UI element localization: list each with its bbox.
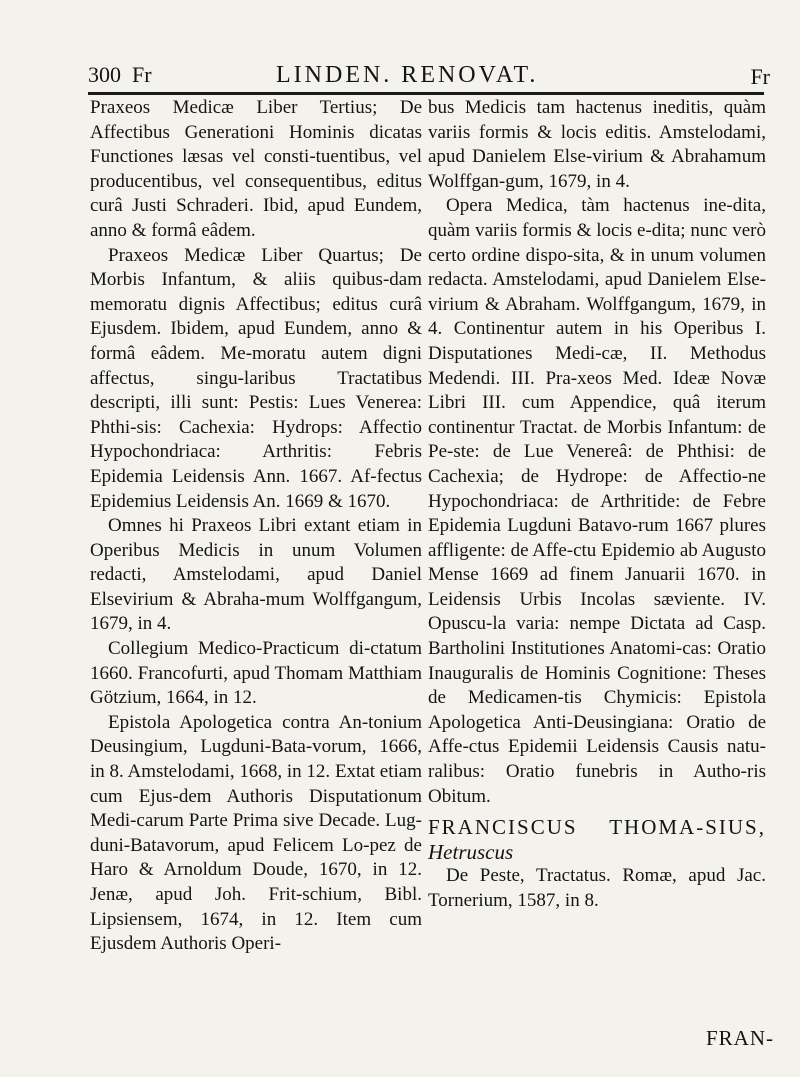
work-entry: De Peste, Tractatus. Romæ, apud Jac. Tornerium, 1587, in 8. — [428, 865, 766, 911]
author-origin: Hetruscus — [428, 839, 514, 864]
paragraph: Omnes hi Praxeos Libri extant etiam in Operibus Medicis in unum Volumen redacti, Amstelodami, apud Daniel Elsevirium & Abraha-mum Wolffgangum, 1679, in 4. — [90, 515, 422, 635]
header-rule — [88, 92, 764, 95]
running-title: LINDEN. RENOVAT. — [276, 62, 539, 88]
paragraph: Epistola Apologetica contra An-tonium Deusingium, Lugduni-Bata-vorum, 1666, in 8. Amstelodami, 1668, in 12. Extat etiam cum Ejus-dem Authoris Disputationum Medi-carum Parte Prima sive Decade. Lug-duni-Batavorum, apud Felicem Lo-pez de Haro & Arnoldum Doude, 1670, in 12. Jenæ, apud Joh. Frit-schium, Bibl. Lipsiensem, 1674, in 12. Item cum Ejusdem Authoris Operi- — [90, 711, 422, 955]
paragraph: Praxeos Medicæ Liber Tertius; De Affectibus Generationi Hominis dicatas Functiones læsas vel consti-tuentibus, vel producentibus, vel consequentibus, editus curâ Justi Schraderi. Ibid, apud Eundem, anno & formâ eâdem. — [90, 97, 422, 241]
left-column — [90, 96, 422, 957]
paragraph: Collegium Medico-Practicum di-ctatum 1660. Francofurti, apud Thomam Matthiam Götzium, 1664, in 12. — [90, 638, 422, 709]
author-name: FRANCISCUS THOMA-SIUS, — [428, 815, 766, 840]
paragraph: Praxeos Medicæ Liber Quartus; De Morbis Infantum, & aliis quibus-dam memoratu dignis Affectibus; editus curâ Ejusdem. Ibidem, apud Eundem, anno & formâ eâdem. Me-moratu autem digni affectus, singu-laribus Tractatibus descripti, illi sunt: Pestis: Lues Venerea: Phthi-sis: Cachexia: Hydrops: Affectio Hypochondriaca: Arthritis: Febris Epidemia Leidensis Ann. 1667. Af-fectus Epidemius Leidensis An. 1669 & 1670. — [90, 244, 422, 512]
header-left-mark: Fr — [132, 62, 152, 87]
paragraph: bus Medicis tam hactenus ineditis, quàm variis formis & locis editis. Amstelodami, apud Danielem Else-virium & Abrahamum Wolffgan-gum, 1679, in 4. — [428, 97, 766, 192]
right-column — [428, 96, 766, 914]
running-header — [88, 62, 770, 94]
page-number: 300 — [88, 62, 121, 87]
catchword: FRAN- — [706, 1026, 775, 1050]
author-heading — [428, 815, 766, 864]
paragraph: Opera Medica, tàm hactenus ine-dita, quàm variis formis & locis e-dita; nunc verò certo ordine dispo-sita, & in unum volumen redacta. Amstelodami, apud Danielem Else-virium & Abraham. Wolffgangum, 1679, in 4. Continentur autem in his Operibus I. Disputationes Medi-cæ, II. Methodus Medendi. III. Pra-xeos Med. Ideæ Novæ Libri III. cum Appendice, quâ iterum continentur Tractat. de Morbis Infantum: de Pe-ste: de Lue Venereâ: de Phthisi: de Cachexia; de Hydrope: de Affectio-ne Hypochondriaca: de Arthritide: de Febre Epidemia Lugduni Batavo-rum 1667 plures affligente: de Affe-ctu Epidemio ab Augusto Mense 1669 ad finem Januarii 1670. in Leidensis Urbis Incolas sæviente. IV. Opuscu-la varia: nempe Dictata ad Casp. Bartholini Institutiones Anatomi-cas: Oratio Inauguralis de Hominis Cognitione: Theses de Medicamen-tis Chymicis: Epistola Apologetica Anti-Deusingiana: Oratio de Affe-ctus Epidemii Leidensis Causis natu-ralibus: Oratio funebris in Autho-ris Obitum. — [428, 195, 766, 807]
header-right-mark: Fr — [750, 64, 770, 89]
